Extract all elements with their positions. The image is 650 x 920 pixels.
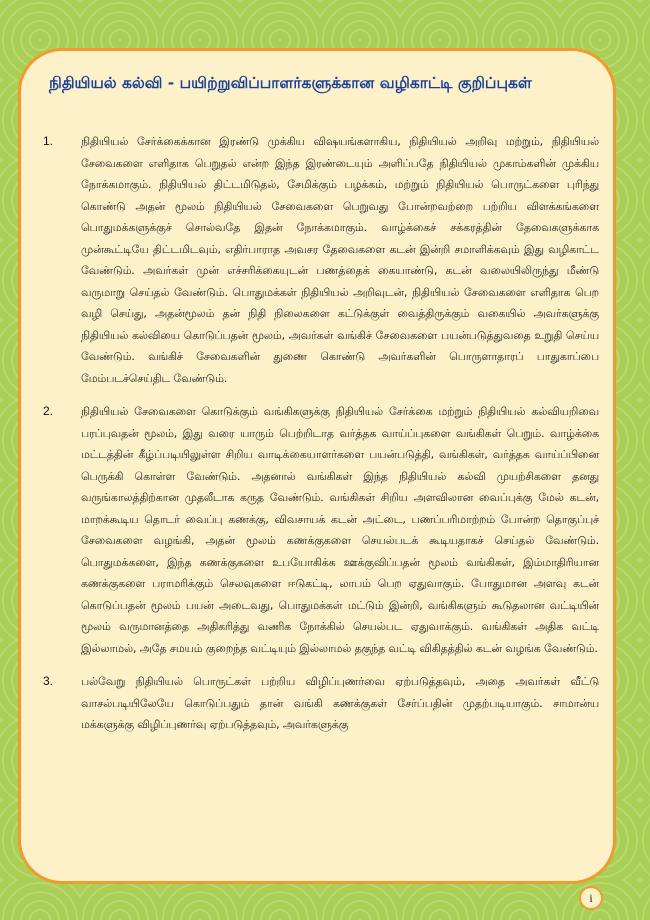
list-item <box>43 671 599 736</box>
item-text: பல்வேறு நிதியியல் பொருட்கள் பற்றிய விழிப்புணர்வை ஏற்படுத்தவும், அதை அவர்கள் வீட்டு வாசல்படியிலேயே கொடுப்பதும் தான் வங்கி கணக்குகள் சேர்ப்பதின் முதற்படியாகும். சாமான்ய மக்களுக்கு விழிப்புணர்வு ஏற்படுத்தவும், அவர்களுக்கு <box>81 675 599 731</box>
guideline-list <box>43 131 599 748</box>
page-title: நிதியியல் கல்வி - பயிற்றுவிப்பாளர்களுக்கான வழிகாட்டி குறிப்புகள் <box>49 74 532 92</box>
item-number: 3. <box>43 674 54 688</box>
page-number: i <box>579 886 603 910</box>
list-item <box>43 131 599 389</box>
item-text: நிதியியல் சேர்க்கைக்கான இரண்டு முக்கிய விஷயங்களாகிய, நிதியியல் அறிவு மற்றும், நிதியியல் சேவைகளை எளிதாக பெறுதல் என்ற இந்த இரண்டையும் அளிப்பதே நிதியியல் முகாம்களின் முக்கிய நோக்கமாகும். நிதியியல் திட்டமிடுதல், சேமிக்கும் பழக்கம், மற்றும் நிதியியல் பொருட்களை புரிந்து கொண்டு அதன் மூலம் நிதியியல் சேவைகளை பெறுவது போன்றவற்றை பற்றிய விளக்கங்களை பொதுமக்களுக்குச் சொல்வதே இதன் நோக்கமாகும். வாழ்க்கைச் சக்கரத்தின் தேவைகளுக்காக முன்கூட்டியே திட்டமிடவும், எதிர்பாராத அவசர தேவைகளை கடன் இன்றி சமாளிக்கவும் இது வழிகாட்ட வேண்டும். அவர்கள் முன் எச்சரிக்கையுடன் பணத்தைக் கையாண்டு, கடன் வலையிலிருந்து மீண்டு வருமாறு செய்தல் வேண்டும். பொதுமக்கள் நிதியியல் அறிவுடன், நிதியியல் சேவைகளை எளிதாக பெற வழி செய்து, அதன்மூலம் தன் நிதி நிலைகளை கட்டுக்குள் வைத்திருக்கும் வகையில் அவர்களுக்கு நிதியியல் கல்வியை கொடுப்பதன் மூலம், அவர்கள் வங்கிச் சேவைகளை பயன்படுத்துவதை உறுதி செய்ய வேண்டும். வங்கிச் சேவைகளின் துணை கொண்டு அவர்களின் பொருளாதாரப் பாதுகாப்பை மேம்படச்செய்திட வேண்டும். <box>81 135 599 385</box>
item-number: 1. <box>43 134 54 148</box>
list-item <box>43 401 599 659</box>
item-text: நிதியியல் சேவைகளை கொடுக்கும் வங்கிகளுக்கு நிதியியல் சேர்க்கை மற்றும் நிதியியல் கல்வியறிவை பரப்புவதன் மூலம், இது வரை யாரும் பெற்றிடாத வர்த்தக வாய்ப்புகளை வங்கிகள் பெறும். வாழ்க்கை மட்டத்தின் கீழ்ப்படியிலுள்ள சிறிய வாடிக்கையாளர்களை பயன்படுத்தி, வங்கிகள், வர்த்தக வாய்ப்பினை பெருக்கி கொள்ள வேண்டும். அதனால் வங்கிகள் இந்த நிதியியல் கல்வி முயற்சிகளை தனது வருங்காலத்திற்கான முதலீடாக கருத வேண்டும். வங்கிகள் சிறிய அளவிலான வைப்புக்கு மேல் கடன், மாறக்கூடிய தொடர் வைப்பு கணக்கு, விவசாயக் கடன் அட்டை, பணப்பரிமாற்றம் போன்ற தொகுப்புச் சேவைகளை வழங்கி, அதன் மூலம் கணக்குகளை செயல்படக் கூடியதாகச் செய்தல் வேண்டும். பொதுமக்களை, இந்த கணக்குகளை உபயோகிக்க ஊக்குவிப்பதன் மூலம் வங்கிகள், இம்மாதிரியான கணக்குகளை பராமரிக்கும் செலவுகளை ஈடுகட்டி, லாபம் பெற ஏதுவாகும். போதுமான அளவு கடன் கொடுப்பதன் மூலம் பயன் அடைவது, பொதுமக்கள் மட்டும் இன்றி, வங்கிகளும் கூடுதலான வட்டியின் மூலம் வருமானத்தை அதிகரித்து வணிக நோக்கில் செயல்பட ஏதுவாக்கும். வங்கிகள் அதிக வட்டி இல்லாமல், அதே சமயம் குறைந்த வட்டியும் இல்லாமல் தகுந்த வட்டி விகிதத்தில் கடன் வழங்க வேண்டும். <box>81 405 599 655</box>
item-number: 2. <box>43 404 54 418</box>
content-card <box>18 48 616 884</box>
